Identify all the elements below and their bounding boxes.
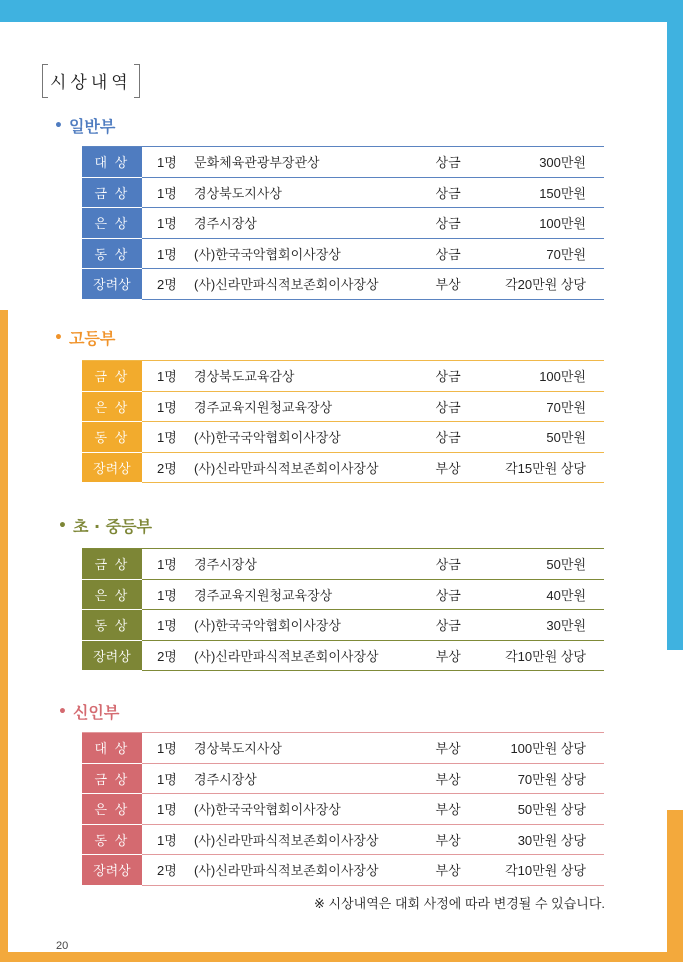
award-type: 부상: [436, 452, 484, 483]
award-count: 1명: [142, 238, 192, 269]
table-row: [82, 391, 604, 422]
section-heading-text: 신인부: [72, 703, 120, 722]
award-table-general: [82, 146, 604, 300]
table-row: [82, 549, 604, 580]
award-amount: 50만원: [484, 422, 604, 453]
award-organization: 문화체육관광부장관상: [192, 147, 435, 178]
award-type: 상금: [436, 579, 484, 610]
award-name: 동 상: [82, 422, 142, 453]
award-name: 금 상: [82, 361, 142, 392]
bullet-icon: •: [54, 329, 63, 346]
section-heading-newcomer: [58, 700, 119, 723]
award-name: 동 상: [82, 238, 142, 269]
table-row: [82, 208, 604, 239]
award-name: 은 상: [82, 794, 142, 825]
section-heading-general: [54, 114, 115, 137]
award-count: 1명: [142, 391, 192, 422]
award-type: 부상: [436, 763, 484, 794]
section-heading-highschool: [54, 326, 115, 349]
table-row: [82, 177, 604, 208]
award-amount: 50만원 상당: [484, 794, 604, 825]
award-name: 금 상: [82, 549, 142, 580]
page-number: 20: [56, 940, 69, 952]
table-row: [82, 610, 604, 641]
award-amount: 100만원: [484, 361, 604, 392]
award-type: 상금: [436, 147, 484, 178]
award-name: 장려상: [82, 452, 142, 483]
award-count: 2명: [142, 640, 192, 671]
award-organization: (사)신라만파식적보존회이사장상: [192, 855, 435, 886]
table-row: [82, 733, 604, 764]
award-name: 장려상: [82, 855, 142, 886]
award-table-elementary: [82, 548, 604, 671]
award-amount: 70만원: [484, 238, 604, 269]
award-amount: 각20만원 상당: [484, 269, 604, 300]
award-count: 2명: [142, 269, 192, 300]
award-organization: 경주시장상: [192, 763, 435, 794]
table-row: [82, 824, 604, 855]
table-row: [82, 361, 604, 392]
award-type: 부상: [436, 824, 484, 855]
award-type: 부상: [436, 855, 484, 886]
award-name: 동 상: [82, 610, 142, 641]
award-count: 1명: [142, 177, 192, 208]
award-count: 1명: [142, 422, 192, 453]
award-organization: 경주교육지원청교육장상: [192, 391, 435, 422]
award-type: 부상: [436, 794, 484, 825]
award-type: 상금: [436, 361, 484, 392]
award-count: 1명: [142, 824, 192, 855]
award-type: 상금: [436, 610, 484, 641]
award-name: 동 상: [82, 824, 142, 855]
right-bottom-color-band: [667, 810, 683, 962]
award-name: 대 상: [82, 733, 142, 764]
table-row: [82, 763, 604, 794]
page-title-text: 시상내역: [50, 72, 132, 93]
award-organization: 경주교육지원청교육장상: [192, 579, 436, 610]
award-amount: 각10만원 상당: [484, 640, 604, 671]
award-name: 금 상: [82, 763, 142, 794]
table-row: [82, 794, 604, 825]
award-type: 상금: [436, 422, 484, 453]
right-color-band: [667, 0, 683, 650]
section-heading-elementary: [58, 514, 152, 537]
top-color-band: [0, 0, 683, 22]
table-row: [82, 238, 604, 269]
award-count: 2명: [142, 452, 192, 483]
award-count: 1명: [142, 549, 192, 580]
award-name: 은 상: [82, 579, 142, 610]
award-amount: 300만원: [484, 147, 604, 178]
award-name: 대 상: [82, 147, 142, 178]
award-table-newcomer: [82, 732, 604, 886]
award-organization: 경상북도지사상: [192, 177, 435, 208]
award-organization: 경상북도지사상: [192, 733, 435, 764]
award-name: 금 상: [82, 177, 142, 208]
award-count: 1명: [142, 147, 192, 178]
section-heading-text: 초 · 중등부: [72, 517, 152, 536]
award-amount: 각15만원 상당: [484, 452, 604, 483]
award-organization: 경주시장상: [192, 208, 435, 239]
award-type: 상금: [436, 177, 484, 208]
table-row: [82, 452, 604, 483]
award-organization: 경주시장상: [192, 549, 436, 580]
award-type: 부상: [436, 269, 484, 300]
award-count: 1명: [142, 763, 192, 794]
award-amount: 50만원: [484, 549, 604, 580]
award-amount: 150만원: [484, 177, 604, 208]
award-table-highschool: [82, 360, 604, 483]
award-type: 상금: [436, 549, 484, 580]
left-color-band: [0, 310, 8, 962]
award-organization: (사)신라만파식적보존회이사장상: [192, 452, 435, 483]
table-row: [82, 855, 604, 886]
award-count: 1명: [142, 733, 192, 764]
award-amount: 40만원: [484, 579, 604, 610]
bullet-icon: •: [58, 517, 67, 534]
table-row: [82, 147, 604, 178]
award-type: 상금: [436, 208, 484, 239]
award-amount: 100만원: [484, 208, 604, 239]
bullet-icon: •: [58, 703, 67, 720]
award-organization: (사)한국국악협회이사장상: [192, 610, 436, 641]
award-amount: 30만원 상당: [484, 824, 604, 855]
award-amount: 70만원: [484, 391, 604, 422]
award-type: 상금: [436, 238, 484, 269]
award-count: 2명: [142, 855, 192, 886]
award-amount: 70만원 상당: [484, 763, 604, 794]
table-row: [82, 269, 604, 300]
award-count: 1명: [142, 208, 192, 239]
award-organization: (사)신라만파식적보존회이사장상: [192, 824, 435, 855]
award-name: 장려상: [82, 640, 142, 671]
table-row: [82, 579, 604, 610]
award-count: 1명: [142, 579, 192, 610]
award-name: 장려상: [82, 269, 142, 300]
section-heading-text: 고등부: [68, 329, 116, 348]
award-name: 은 상: [82, 208, 142, 239]
award-name: 은 상: [82, 391, 142, 422]
footnote: ※ 시상내역은 대회 사정에 따라 변경될 수 있습니다.: [314, 896, 605, 911]
award-type: 부상: [436, 640, 484, 671]
award-organization: (사)한국국악협회이사장상: [192, 794, 435, 825]
award-organization: (사)신라만파식적보존회이사장상: [192, 269, 435, 300]
section-heading-text: 일반부: [68, 117, 116, 136]
award-count: 1명: [142, 610, 192, 641]
award-count: 1명: [142, 794, 192, 825]
award-organization: (사)한국국악협회이사장상: [192, 422, 435, 453]
award-organization: (사)한국국악협회이사장상: [192, 238, 435, 269]
award-type: 상금: [436, 391, 484, 422]
table-row: [82, 640, 604, 671]
award-amount: 100만원 상당: [484, 733, 604, 764]
award-amount: 각10만원 상당: [484, 855, 604, 886]
bottom-color-band: [0, 952, 683, 962]
award-count: 1명: [142, 361, 192, 392]
award-type: 부상: [436, 733, 484, 764]
award-organization: (사)신라만파식적보존회이사장상: [192, 640, 436, 671]
bullet-icon: •: [54, 117, 63, 134]
page-title: [42, 64, 140, 96]
table-row: [82, 422, 604, 453]
award-organization: 경상북도교육감상: [192, 361, 435, 392]
award-amount: 30만원: [484, 610, 604, 641]
